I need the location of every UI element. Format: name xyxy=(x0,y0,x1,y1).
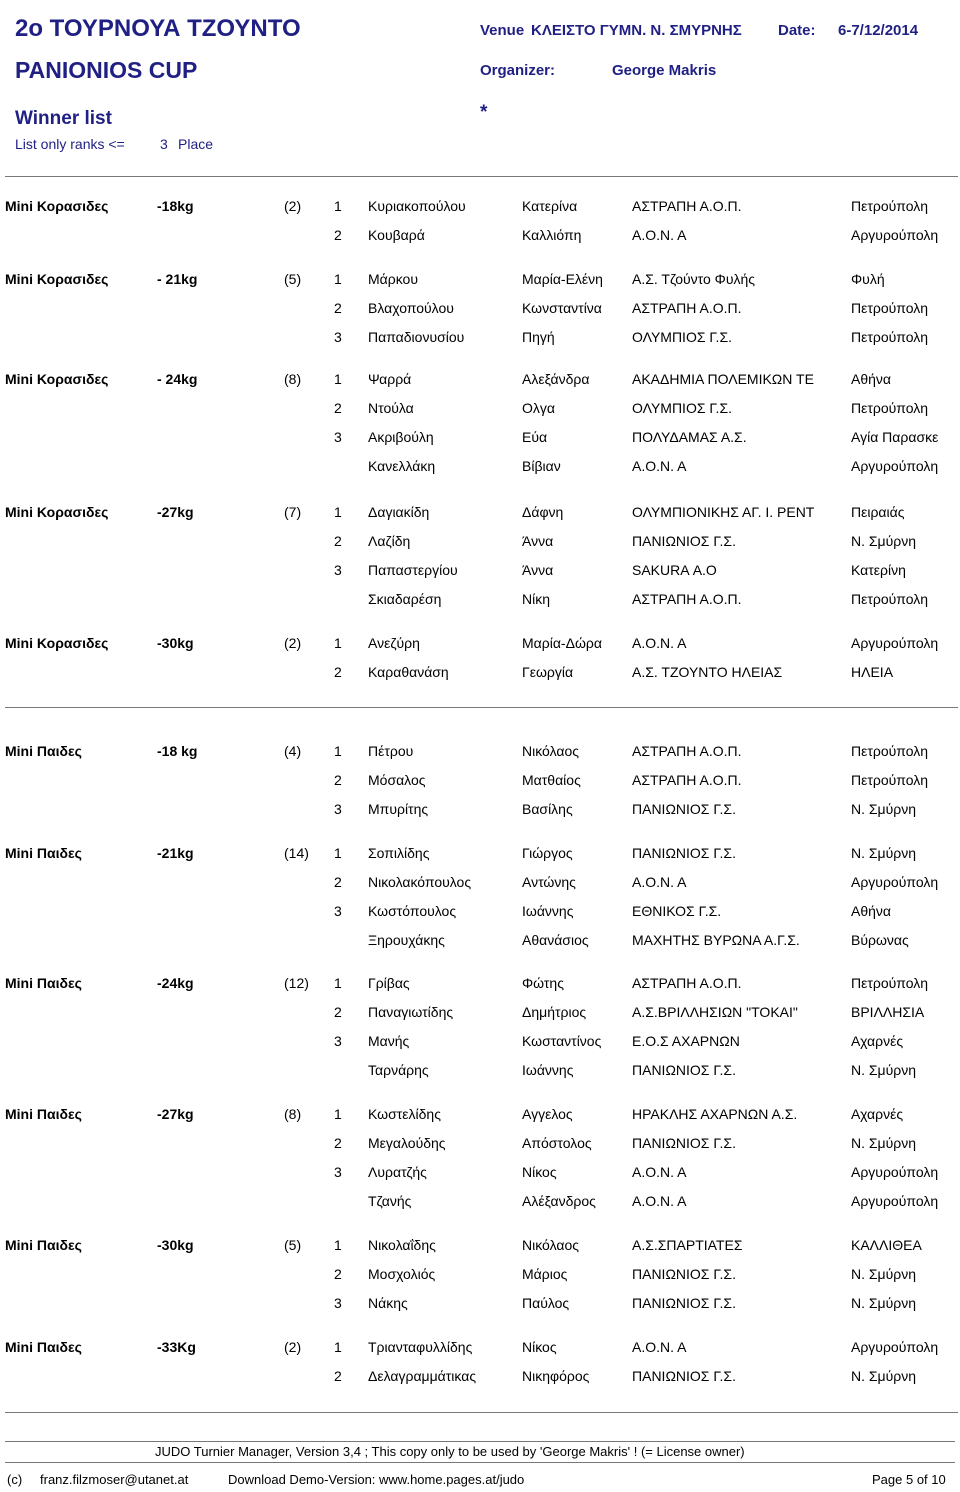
first-name-cell: Πηγή xyxy=(522,329,555,345)
ranks-value: 3 xyxy=(160,136,168,152)
club-cell: ΑΣΤΡΑΠΗ Α.Ο.Π. xyxy=(632,772,742,788)
first-name-cell: Φώτης xyxy=(522,975,564,991)
result-row xyxy=(0,1004,960,1026)
weight-class-cell: - 21kg xyxy=(157,271,198,287)
weight-class-cell: - 24kg xyxy=(157,371,198,387)
date-value: 6-7/12/2014 xyxy=(838,22,919,39)
rank-cell: 3 xyxy=(334,429,342,445)
result-row xyxy=(0,400,960,422)
club-cell: Α.Ο.Ν. Α xyxy=(632,1193,687,1209)
first-name-cell: Αντώνης xyxy=(522,874,576,890)
weight-class-cell: -24kg xyxy=(157,975,194,991)
first-name-cell: Κατερίνα xyxy=(522,198,578,214)
first-name-cell: Μαρία-Δώρα xyxy=(522,635,602,651)
city-cell: Αργυρούπολη xyxy=(851,458,939,474)
club-cell: ΠΑΝΙΩΝΙΟΣ Γ.Σ. xyxy=(632,1062,736,1078)
result-row xyxy=(0,635,960,657)
participant-count-cell: (5) xyxy=(284,1237,302,1253)
first-name-cell: Μαρία-Ελένη xyxy=(522,271,603,287)
result-row xyxy=(0,329,960,351)
club-cell: ΠΑΝΙΩΝΙΟΣ Γ.Σ. xyxy=(632,1266,736,1282)
result-row xyxy=(0,845,960,867)
weight-class-cell: -18 kg xyxy=(157,743,198,759)
first-name-cell: Άννα xyxy=(522,533,554,549)
category-cell: Mini Κορασιδες xyxy=(5,271,109,287)
participant-count-cell: (2) xyxy=(284,198,302,214)
result-row xyxy=(0,1295,960,1317)
city-cell: Ν. Σμύρνη xyxy=(851,1062,917,1078)
club-cell: Α.Σ. Τζούντο Φυλής xyxy=(632,271,756,287)
rank-cell: 3 xyxy=(334,801,342,817)
category-cell: Mini Κορασιδες xyxy=(5,504,109,520)
surname-cell: Ψαρρά xyxy=(368,371,412,387)
result-row xyxy=(0,664,960,686)
city-cell: ΗΛΕΙΑ xyxy=(851,664,894,680)
club-cell: ΑΣΤΡΑΠΗ Α.Ο.Π. xyxy=(632,591,742,607)
club-cell: Α.Ο.Ν. Α xyxy=(632,1164,687,1180)
rank-cell: 2 xyxy=(334,874,342,890)
rank-cell: 3 xyxy=(334,1033,342,1049)
weight-class-cell: -21kg xyxy=(157,845,194,861)
city-cell: Πετρούπολη xyxy=(851,772,929,788)
city-cell: Ν. Σμύρνη xyxy=(851,1135,917,1151)
result-row xyxy=(0,1368,960,1390)
club-cell: ΠΑΝΙΩΝΙΟΣ Γ.Σ. xyxy=(632,801,736,817)
result-row xyxy=(0,591,960,613)
surname-cell: Σκιαδαρέση xyxy=(368,591,442,607)
club-cell: ΟΛΥΜΠΙΟΣ Γ.Σ. xyxy=(632,329,732,345)
first-name-cell: Νικόλαος xyxy=(522,743,579,759)
result-row xyxy=(0,1193,960,1215)
club-cell: Α.Σ.ΒΡΙΛΛΗΣΙΩΝ "ΤΟΚΑΙ" xyxy=(632,1004,798,1020)
club-cell: ΠΑΝΙΩΝΙΟΣ Γ.Σ. xyxy=(632,533,736,549)
winner-list-heading: Winner list xyxy=(15,108,112,129)
first-name-cell: Νικόλαος xyxy=(522,1237,579,1253)
surname-cell: Γρίβας xyxy=(368,975,410,991)
tournament-title: 2o ΤΟΥΡΝΟΥΑ ΤΖΟΥΝΤΟ xyxy=(15,15,301,42)
city-cell: Αργυρούπολη xyxy=(851,1193,939,1209)
result-row xyxy=(0,1062,960,1084)
author-email: franz.filzmoser@utanet.at xyxy=(40,1472,189,1487)
rank-cell: 2 xyxy=(334,400,342,416)
result-row xyxy=(0,271,960,293)
first-name-cell: Γεωργία xyxy=(522,664,574,680)
city-cell: ΒΡΙΛΛΗΣΙΑ xyxy=(851,1004,925,1020)
rank-cell: 2 xyxy=(334,227,342,243)
asterisk-mark: * xyxy=(480,102,488,123)
city-cell: Φυλή xyxy=(851,271,885,287)
city-cell: Κατερίνη xyxy=(851,562,906,578)
copyright-mark: (c) xyxy=(7,1472,23,1487)
rank-cell: 3 xyxy=(334,903,342,919)
surname-cell: Μάρκου xyxy=(368,271,418,287)
club-cell: ΑΣΤΡΑΠΗ Α.Ο.Π. xyxy=(632,743,742,759)
club-cell: ΟΛΥΜΠΙΟΣ Γ.Σ. xyxy=(632,400,732,416)
result-row xyxy=(0,371,960,393)
venue-value: ΚΛΕΙΣΤΟ ΓΥΜΝ. Ν. ΣΜΥΡΝΗΣ xyxy=(531,22,742,39)
page-number: Page 5 of 10 xyxy=(872,1472,946,1487)
club-cell: ΕΘΝΙΚΟΣ Γ.Σ. xyxy=(632,903,722,919)
surname-cell: Ακριβούλη xyxy=(368,429,434,445)
surname-cell: Δελαγραμμάτικας xyxy=(368,1368,477,1384)
rank-cell: 1 xyxy=(334,743,342,759)
participant-count-cell: (8) xyxy=(284,1106,302,1122)
city-cell: Αργυρούπολη xyxy=(851,227,939,243)
first-name-cell: Μάριος xyxy=(522,1266,568,1282)
rank-cell: 3 xyxy=(334,329,342,345)
rank-cell: 1 xyxy=(334,975,342,991)
club-cell: ΜΑΧΗΤΗΣ ΒΥΡΩΝΑ Α.Γ.Σ. xyxy=(632,932,800,948)
city-cell: Πειραιάς xyxy=(851,504,905,520)
category-cell: Mini Παιδες xyxy=(5,1339,82,1355)
result-row xyxy=(0,1135,960,1157)
tournament-subtitle: PANIONIOS CUP xyxy=(15,57,198,83)
club-cell: ΑΚΑΔΗΜΙΑ ΠΟΛΕΜΙΚΩΝ ΤΕ xyxy=(632,371,814,387)
city-cell: Αχαρνές xyxy=(851,1106,904,1122)
city-cell: Αγία Παρασκε xyxy=(851,429,939,445)
rank-cell: 1 xyxy=(334,635,342,651)
footer-license-box xyxy=(5,1441,955,1463)
club-cell: ΠΑΝΙΩΝΙΟΣ Γ.Σ. xyxy=(632,1135,736,1151)
club-cell: ΑΣΤΡΑΠΗ Α.Ο.Π. xyxy=(632,198,742,214)
license-text: JUDO Turnier Manager, Version 3,4 ; This copy only to be used by 'George Makris' ! (= License owner) xyxy=(155,1444,745,1459)
first-name-cell: Ολγα xyxy=(522,400,555,416)
result-row xyxy=(0,932,960,954)
weight-class-cell: -27kg xyxy=(157,504,194,520)
city-cell: Πετρούπολη xyxy=(851,975,929,991)
surname-cell: Μανής xyxy=(368,1033,410,1049)
first-name-cell: Δάφνη xyxy=(522,504,564,520)
surname-cell: Μεγαλούδης xyxy=(368,1135,446,1151)
city-cell: Πετρούπολη xyxy=(851,300,929,316)
city-cell: Ν. Σμύρνη xyxy=(851,1295,917,1311)
first-name-cell: Δημήτριος xyxy=(522,1004,587,1020)
club-cell: Α.Ο.Ν. Α xyxy=(632,227,687,243)
surname-cell: Μοσχολιός xyxy=(368,1266,436,1282)
surname-cell: Παναγιωτίδης xyxy=(368,1004,454,1020)
result-row xyxy=(0,801,960,823)
weight-class-cell: -33Kg xyxy=(157,1339,196,1355)
first-name-cell: Αλέξανδρος xyxy=(522,1193,596,1209)
club-cell: ΠΑΝΙΩΝΙΟΣ Γ.Σ. xyxy=(632,1368,736,1384)
rank-cell: 1 xyxy=(334,1339,342,1355)
participant-count-cell: (14) xyxy=(284,845,309,861)
city-cell: Πετρούπολη xyxy=(851,329,929,345)
first-name-cell: Βασίλης xyxy=(522,801,573,817)
section-divider-end xyxy=(5,1412,958,1413)
city-cell: Αργυρούπολη xyxy=(851,635,939,651)
first-name-cell: Καλλιόπη xyxy=(522,227,582,243)
result-row xyxy=(0,458,960,480)
first-name-cell: Εύα xyxy=(522,429,548,445)
result-row xyxy=(0,1033,960,1055)
category-cell: Mini Κορασιδες xyxy=(5,635,109,651)
city-cell: Αθήνα xyxy=(851,903,892,919)
surname-cell: Κωστελίδης xyxy=(368,1106,441,1122)
category-cell: Mini Κορασιδες xyxy=(5,371,109,387)
surname-cell: Καραθανάση xyxy=(368,664,449,680)
first-name-cell: Βίβιαν xyxy=(522,458,561,474)
rank-cell: 2 xyxy=(334,533,342,549)
category-cell: Mini Παιδες xyxy=(5,743,82,759)
surname-cell: Δαγιακίδη xyxy=(368,504,430,520)
first-name-cell: Γιώργος xyxy=(522,845,573,861)
participant-count-cell: (5) xyxy=(284,271,302,287)
city-cell: Αθήνα xyxy=(851,371,892,387)
participant-count-cell: (4) xyxy=(284,743,302,759)
surname-cell: Πέτρου xyxy=(368,743,414,759)
result-row xyxy=(0,1164,960,1186)
club-cell: ΟΛΥΜΠΙΟΝΙΚΗΣ ΑΓ. Ι. ΡΕΝΤ xyxy=(632,504,815,520)
city-cell: Αχαρνές xyxy=(851,1033,904,1049)
result-row xyxy=(0,1106,960,1128)
club-cell: Α.Ο.Ν. Α xyxy=(632,874,687,890)
first-name-cell: Κωσταντίνος xyxy=(522,1033,602,1049)
city-cell: Ν. Σμύρνη xyxy=(851,801,917,817)
rank-cell: 2 xyxy=(334,1266,342,1282)
section-divider-girls-boys xyxy=(5,707,958,708)
surname-cell: Κουβαρά xyxy=(368,227,425,243)
city-cell: ΚΑΛΛΙΘΕΑ xyxy=(851,1237,922,1253)
category-cell: Mini Κορασιδες xyxy=(5,198,109,214)
rank-cell: 2 xyxy=(334,1135,342,1151)
rank-cell: 2 xyxy=(334,664,342,680)
club-cell: Α.Ο.Ν. Α xyxy=(632,635,687,651)
first-name-cell: Κωνσταντίνα xyxy=(522,300,602,316)
first-name-cell: Ιωάννης xyxy=(522,903,574,919)
club-cell: ΠΑΝΙΩΝΙΟΣ Γ.Σ. xyxy=(632,1295,736,1311)
result-row xyxy=(0,504,960,526)
surname-cell: Βλαχοπούλου xyxy=(368,300,454,316)
city-cell: Αργυρούπολη xyxy=(851,874,939,890)
surname-cell: Λυρατζής xyxy=(368,1164,427,1180)
date-label: Date: xyxy=(778,22,816,39)
result-row xyxy=(0,975,960,997)
surname-cell: Σοπιλίδης xyxy=(368,845,430,861)
rank-cell: 1 xyxy=(334,1106,342,1122)
surname-cell: Μόσαλος xyxy=(368,772,426,788)
club-cell: SAKURA Α.Ο xyxy=(632,562,717,578)
first-name-cell: Νίκος xyxy=(522,1339,557,1355)
result-row xyxy=(0,198,960,220)
weight-class-cell: -18kg xyxy=(157,198,194,214)
result-row xyxy=(0,874,960,896)
surname-cell: Κυριακοπούλου xyxy=(368,198,466,214)
surname-cell: Λαζίδη xyxy=(368,533,411,549)
rank-cell: 2 xyxy=(334,1004,342,1020)
club-cell: Ε.Ο.Σ ΑΧΑΡΝΩΝ xyxy=(632,1033,740,1049)
organizer-value: George Makris xyxy=(612,62,717,79)
participant-count-cell: (8) xyxy=(284,371,302,387)
header-divider xyxy=(5,176,958,177)
rank-cell: 1 xyxy=(334,371,342,387)
venue-label: Venue xyxy=(480,22,525,39)
category-cell: Mini Παιδες xyxy=(5,1106,82,1122)
surname-cell: Ταρνάρης xyxy=(368,1062,429,1078)
rank-cell: 1 xyxy=(334,845,342,861)
city-cell: Βύρωνας xyxy=(851,932,909,948)
surname-cell: Κωστόπουλος xyxy=(368,903,457,919)
surname-cell: Παπαστεργίου xyxy=(368,562,458,578)
city-cell: Ν. Σμύρνη xyxy=(851,1368,917,1384)
result-row xyxy=(0,300,960,322)
club-cell: ΗΡΑΚΛΗΣ ΑΧΑΡΝΩΝ Α.Σ. xyxy=(632,1106,798,1122)
category-cell: Mini Παιδες xyxy=(5,975,82,991)
result-row xyxy=(0,429,960,451)
city-cell: Πετρούπολη xyxy=(851,400,929,416)
surname-cell: Παπαδιονυσίου xyxy=(368,329,465,345)
first-name-cell: Απόστολος xyxy=(522,1135,592,1151)
first-name-cell: Νίκος xyxy=(522,1164,557,1180)
result-row xyxy=(0,1237,960,1259)
surname-cell: Ανεζύρη xyxy=(368,635,420,651)
city-cell: Πετρούπολη xyxy=(851,743,929,759)
participant-count-cell: (2) xyxy=(284,1339,302,1355)
club-cell: ΠΑΝΙΩΝΙΟΣ Γ.Σ. xyxy=(632,845,736,861)
rank-cell: 3 xyxy=(334,1295,342,1311)
category-cell: Mini Παιδες xyxy=(5,845,82,861)
club-cell: ΑΣΤΡΑΠΗ Α.Ο.Π. xyxy=(632,300,742,316)
city-cell: Αργυρούπολη xyxy=(851,1339,939,1355)
surname-cell: Μπυρίτης xyxy=(368,801,429,817)
first-name-cell: Ματθαίος xyxy=(522,772,581,788)
first-name-cell: Αγγελος xyxy=(522,1106,573,1122)
city-cell: Πετρούπολη xyxy=(851,198,929,214)
city-cell: Ν. Σμύρνη xyxy=(851,1266,917,1282)
rank-cell: 1 xyxy=(334,198,342,214)
first-name-cell: Άννα xyxy=(522,562,554,578)
organizer-label: Organizer: xyxy=(480,62,556,79)
ranks-unit: Place xyxy=(178,136,214,152)
result-row xyxy=(0,772,960,794)
rank-cell: 1 xyxy=(334,504,342,520)
weight-class-cell: -30kg xyxy=(157,635,194,651)
first-name-cell: Ιωάννης xyxy=(522,1062,574,1078)
rank-cell: 3 xyxy=(334,562,342,578)
first-name-cell: Νικηφόρος xyxy=(522,1368,590,1384)
surname-cell: Κανελλάκη xyxy=(368,458,436,474)
result-row xyxy=(0,743,960,765)
weight-class-cell: -30kg xyxy=(157,1237,194,1253)
surname-cell: Τριανταφυλλίδης xyxy=(368,1339,473,1355)
participant-count-cell: (12) xyxy=(284,975,309,991)
club-cell: Α.Ο.Ν. Α xyxy=(632,458,687,474)
rank-cell: 3 xyxy=(334,1164,342,1180)
result-row xyxy=(0,227,960,249)
city-cell: Πετρούπολη xyxy=(851,591,929,607)
rank-cell: 2 xyxy=(334,772,342,788)
ranks-label: List only ranks <= xyxy=(15,136,125,152)
first-name-cell: Αλεξάνδρα xyxy=(522,371,590,387)
city-cell: Ν. Σμύρνη xyxy=(851,533,917,549)
club-cell: Α.Σ. ΤΖΟΥΝΤΟ ΗΛΕΙΑΣ xyxy=(632,664,783,680)
result-row xyxy=(0,1266,960,1288)
surname-cell: Ξηρουχάκης xyxy=(368,932,445,948)
rank-cell: 1 xyxy=(334,1237,342,1253)
club-cell: Α.Σ.ΣΠΑΡΤΙΑΤΕΣ xyxy=(632,1237,743,1253)
result-row xyxy=(0,533,960,555)
result-row xyxy=(0,1339,960,1361)
city-cell: Ν. Σμύρνη xyxy=(851,845,917,861)
surname-cell: Νάκης xyxy=(368,1295,408,1311)
surname-cell: Νικολακόπουλος xyxy=(368,874,472,890)
weight-class-cell: -27kg xyxy=(157,1106,194,1122)
rank-cell: 2 xyxy=(334,1368,342,1384)
city-cell: Αργυρούπολη xyxy=(851,1164,939,1180)
category-cell: Mini Παιδες xyxy=(5,1237,82,1253)
first-name-cell: Αθανάσιος xyxy=(522,932,589,948)
result-row xyxy=(0,903,960,925)
surname-cell: Νικολαΐδης xyxy=(368,1237,436,1253)
participant-count-cell: (2) xyxy=(284,635,302,651)
rank-cell: 2 xyxy=(334,300,342,316)
first-name-cell: Παύλος xyxy=(522,1295,570,1311)
surname-cell: Τζανής xyxy=(368,1193,412,1209)
rank-cell: 1 xyxy=(334,271,342,287)
club-cell: Α.Ο.Ν. Α xyxy=(632,1339,687,1355)
participant-count-cell: (7) xyxy=(284,504,302,520)
result-row xyxy=(0,562,960,584)
surname-cell: Ντούλα xyxy=(368,400,414,416)
club-cell: ΑΣΤΡΑΠΗ Α.Ο.Π. xyxy=(632,975,742,991)
download-link: Download Demo-Version: www.home.pages.at/judo xyxy=(228,1472,525,1487)
club-cell: ΠΟΛΥΔΑΜΑΣ Α.Σ. xyxy=(632,429,747,445)
first-name-cell: Νίκη xyxy=(522,591,551,607)
